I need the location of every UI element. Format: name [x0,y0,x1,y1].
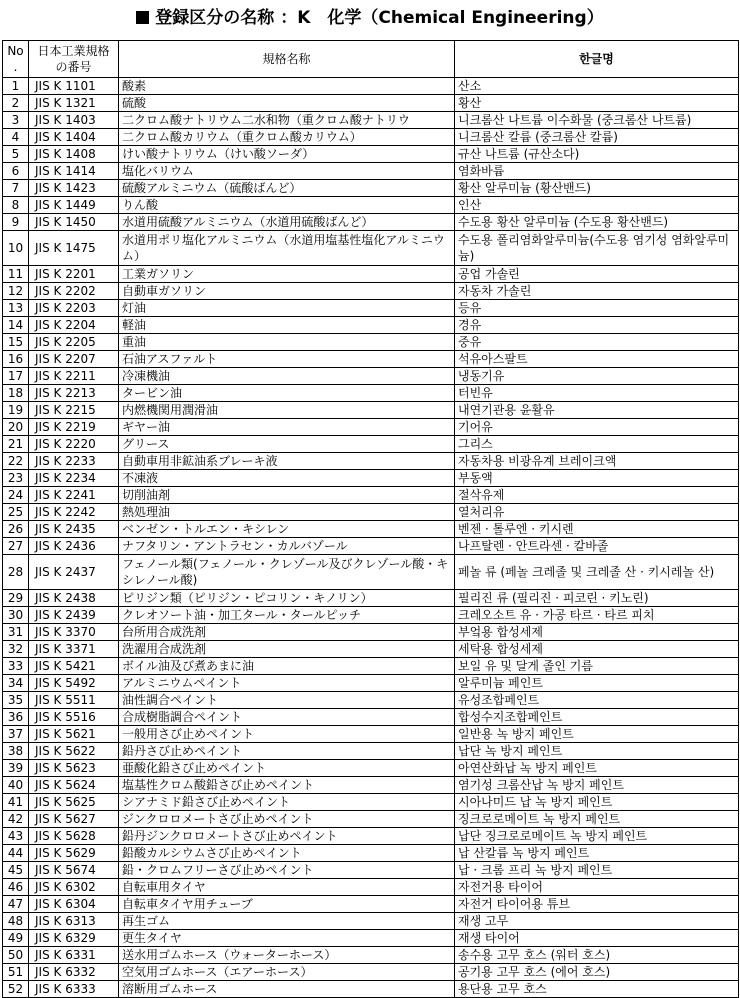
standards-table [2,40,739,998]
row-standard-name: 塩化バリウム [119,163,455,180]
row-korean-name: 일반용 녹 방지 페인트 [455,726,739,743]
row-standard-name: 再生ゴム [119,913,455,930]
row-korean-name: 황산 [455,95,739,112]
table-row [3,317,739,334]
table-row [3,112,739,129]
table-row [3,981,739,998]
table-row [3,436,739,453]
row-jis-number: JIS K 1414 [29,163,119,180]
table-row [3,675,739,692]
row-no: 40 [3,777,29,794]
row-korean-name: 염화바륨 [455,163,739,180]
table-row [3,129,739,146]
row-jis-number: JIS K 5622 [29,743,119,760]
row-korean-name: 수도용 황산 알루미늄 (수도용 황산밴드) [455,214,739,231]
row-jis-number: JIS K 5627 [29,811,119,828]
row-no: 50 [3,947,29,964]
row-standard-name: タービン油 [119,385,455,402]
row-jis-number: JIS K 2203 [29,300,119,317]
row-no: 39 [3,760,29,777]
table-row [3,504,739,521]
row-standard-name: 熱処理油 [119,504,455,521]
row-no: 52 [3,981,29,998]
table-row [3,214,739,231]
row-jis-number: JIS K 5421 [29,658,119,675]
row-korean-name: 니크롬산 칼륨 (중크롬산 칼륨) [455,129,739,146]
row-no: 8 [3,197,29,214]
row-korean-name: 석유아스팔트 [455,351,739,368]
row-standard-name: 溶断用ゴムホース [119,981,455,998]
row-jis-number: JIS K 1101 [29,78,119,95]
row-standard-name: 内燃機関用潤滑油 [119,402,455,419]
table-row [3,521,739,538]
row-korean-name: 규산 나트륨 (규산소다) [455,146,739,163]
row-korean-name: 아연산화납 녹 방지 페인트 [455,760,739,777]
table-row [3,828,739,845]
row-jis-number: JIS K 5623 [29,760,119,777]
row-no: 5 [3,146,29,163]
row-no: 29 [3,590,29,607]
row-no: 4 [3,129,29,146]
table-row [3,879,739,896]
table-row [3,692,739,709]
row-standard-name: 重油 [119,334,455,351]
row-jis-number: JIS K 6329 [29,930,119,947]
table-row [3,555,739,590]
table-row [3,95,739,112]
row-korean-name: 부엌용 합성세제 [455,624,739,641]
row-korean-name: 자동차용 비광유계 브레이크액 [455,453,739,470]
row-korean-name: 재생 고무 [455,913,739,930]
header-standard-name: 規格名称 [119,41,455,78]
row-korean-name: 크레오소트 유 · 가공 타르 · 타르 피치 [455,607,739,624]
row-standard-name: ジンクロロメートさび止めペイント [119,811,455,828]
row-jis-number: JIS K 2213 [29,385,119,402]
row-no: 24 [3,487,29,504]
table-row [3,794,739,811]
row-jis-number: JIS K 2207 [29,351,119,368]
row-korean-name: 공업 가솔린 [455,266,739,283]
row-no: 20 [3,419,29,436]
table-row [3,964,739,981]
row-korean-name: 등유 [455,300,739,317]
row-standard-name: 一般用さび止めペイント [119,726,455,743]
table-row [3,709,739,726]
row-korean-name: 기어유 [455,419,739,436]
row-jis-number: JIS K 3370 [29,624,119,641]
row-no: 18 [3,385,29,402]
table-row [3,896,739,913]
square-bullet-icon [136,11,149,24]
row-standard-name: 灯油 [119,300,455,317]
row-standard-name: 切削油剤 [119,487,455,504]
row-standard-name: 二クロム酸ナトリウム二水和物（重クロム酸ナトリウ [119,112,455,129]
row-no: 51 [3,964,29,981]
row-jis-number: JIS K 2241 [29,487,119,504]
row-standard-name: 不凍液 [119,470,455,487]
row-jis-number: JIS K 2439 [29,607,119,624]
row-standard-name: けい酸ナトリウム（けい酸ソーダ） [119,146,455,163]
row-standard-name: 送水用ゴムホース（ウォーターホース） [119,947,455,964]
row-korean-name: 부동액 [455,470,739,487]
row-jis-number: JIS K 6304 [29,896,119,913]
row-no: 12 [3,283,29,300]
table-row [3,351,739,368]
row-no: 23 [3,470,29,487]
row-korean-name: 열처리유 [455,504,739,521]
row-no: 26 [3,521,29,538]
row-jis-number: JIS K 1450 [29,214,119,231]
row-no: 1 [3,78,29,95]
row-jis-number: JIS K 5629 [29,845,119,862]
row-korean-name: 송수용 고무 호스 (워터 호스) [455,947,739,964]
row-korean-name: 징크로로메이트 녹 방지 페인트 [455,811,739,828]
table-row [3,334,739,351]
table-body [3,78,739,998]
row-jis-number: JIS K 2436 [29,538,119,555]
row-jis-number: JIS K 1449 [29,197,119,214]
row-standard-name: 軽油 [119,317,455,334]
row-no: 3 [3,112,29,129]
table-row [3,726,739,743]
row-no: 42 [3,811,29,828]
row-korean-name: 자전거용 타이어 [455,879,739,896]
row-jis-number: JIS K 2220 [29,436,119,453]
row-korean-name: 자전거 타이어용 튜브 [455,896,739,913]
row-no: 17 [3,368,29,385]
row-standard-name: 合成樹脂調合ペイント [119,709,455,726]
header-korean-name: 한글명 [455,41,739,78]
row-korean-name: 납단 녹 방지 페인트 [455,743,739,760]
table-row [3,197,739,214]
table-row [3,163,739,180]
row-standard-name: 空気用ゴムホース（エアーホース） [119,964,455,981]
row-no: 35 [3,692,29,709]
row-jis-number: JIS K 3371 [29,641,119,658]
row-no: 28 [3,555,29,590]
row-jis-number: JIS K 6302 [29,879,119,896]
table-row [3,146,739,163]
table-row [3,607,739,624]
row-jis-number: JIS K 6313 [29,913,119,930]
row-jis-number: JIS K 2437 [29,555,119,590]
table-row [3,180,739,197]
row-korean-name: 재생 타이어 [455,930,739,947]
page-title [0,0,740,36]
table-row [3,913,739,930]
row-no: 14 [3,317,29,334]
row-standard-name: アルミニウムペイント [119,675,455,692]
table-row [3,760,739,777]
row-no: 36 [3,709,29,726]
row-standard-name: 鉛・クロムフリーさび止めペイント [119,862,455,879]
table-row [3,402,739,419]
row-no: 31 [3,624,29,641]
row-korean-name: 보일 유 및 달게 졸인 기름 [455,658,739,675]
row-standard-name: 硫酸 [119,95,455,112]
row-jis-number: JIS K 5511 [29,692,119,709]
row-korean-name: 벤젠 · 톨루엔 · 키시렌 [455,521,739,538]
row-no: 9 [3,214,29,231]
row-no: 48 [3,913,29,930]
row-korean-name: 유성조합페인트 [455,692,739,709]
row-standard-name: 水道用ポリ塩化アルミニウム（水道用塩基性塩化アルミニウム） [119,231,455,266]
row-no: 15 [3,334,29,351]
row-korean-name: 합성수지조합페인트 [455,709,739,726]
row-standard-name: グリース [119,436,455,453]
row-standard-name: 鉛酸カルシウムさび止めペイント [119,845,455,862]
row-no: 32 [3,641,29,658]
row-korean-name: 용단용 고무 호스 [455,981,739,998]
row-standard-name: ベンゼン・トルエン・キシレン [119,521,455,538]
row-standard-name: 硫酸アルミニウム（硫酸ばんど） [119,180,455,197]
row-korean-name: 산소 [455,78,739,95]
row-no: 21 [3,436,29,453]
row-no: 33 [3,658,29,675]
row-korean-name: 납 산칼륨 녹 방지 페인트 [455,845,739,862]
row-jis-number: JIS K 5625 [29,794,119,811]
row-standard-name: ギヤー油 [119,419,455,436]
page-title-text: 登録区分の名称 ：K 化学（Chemical Engineering） [155,8,604,28]
row-korean-name: 중유 [455,334,739,351]
table-row [3,538,739,555]
table-row [3,300,739,317]
row-standard-name: 自動車ガソリン [119,283,455,300]
row-korean-name: 자동차 가솔린 [455,283,739,300]
row-jis-number: JIS K 5674 [29,862,119,879]
row-standard-name: 鉛丹さび止めペイント [119,743,455,760]
row-korean-name: 내연기관용 윤활유 [455,402,739,419]
row-korean-name: 필리진 류 (필리진 · 피코린 · 키노린) [455,590,739,607]
table-row [3,487,739,504]
header-no: No . [3,41,29,78]
row-no: 49 [3,930,29,947]
row-jis-number: JIS K 1321 [29,95,119,112]
row-no: 6 [3,163,29,180]
row-no: 34 [3,675,29,692]
table-row [3,743,739,760]
row-jis-number: JIS K 2215 [29,402,119,419]
table-row [3,453,739,470]
row-standard-name: りん酸 [119,197,455,214]
row-jis-number: JIS K 2242 [29,504,119,521]
row-jis-number: JIS K 5621 [29,726,119,743]
row-no: 7 [3,180,29,197]
row-no: 16 [3,351,29,368]
row-standard-name: 自転車用タイヤ [119,879,455,896]
row-korean-name: 냉동기유 [455,368,739,385]
row-no: 2 [3,95,29,112]
row-no: 46 [3,879,29,896]
row-korean-name: 니크롬산 나트륨 이수화물 (중크롬산 나트륨) [455,112,739,129]
row-standard-name: 酸素 [119,78,455,95]
row-korean-name: 세탁용 합성세제 [455,641,739,658]
row-jis-number: JIS K 2234 [29,470,119,487]
row-jis-number: JIS K 1475 [29,231,119,266]
row-korean-name: 절삭유제 [455,487,739,504]
row-korean-name: 페놀 류 (페놀 크레졸 및 크레졸 산 · 키시레놀 산) [455,555,739,590]
row-no: 13 [3,300,29,317]
row-korean-name: 시아나미드 납 녹 방지 페인트 [455,794,739,811]
row-korean-name: 그리스 [455,436,739,453]
row-standard-name: クレオソート油・加工タール・タールピッチ [119,607,455,624]
table-row [3,419,739,436]
row-no: 37 [3,726,29,743]
row-korean-name: 나프탈렌 · 안트라센 · 칼바졸 [455,538,739,555]
row-standard-name: 台所用合成洗剤 [119,624,455,641]
table-row [3,658,739,675]
table-row [3,624,739,641]
row-jis-number: JIS K 2438 [29,590,119,607]
row-jis-number: JIS K 1404 [29,129,119,146]
row-jis-number: JIS K 5492 [29,675,119,692]
row-standard-name: 更生タイヤ [119,930,455,947]
table-row [3,862,739,879]
row-no: 45 [3,862,29,879]
row-no: 30 [3,607,29,624]
row-no: 38 [3,743,29,760]
row-no: 11 [3,266,29,283]
row-korean-name: 납단 징크로로메이트 녹 방지 페인트 [455,828,739,845]
row-standard-name: ナフタリン・アントラセン・カルバゾール [119,538,455,555]
row-no: 25 [3,504,29,521]
row-no: 10 [3,231,29,266]
row-standard-name: 亜酸化鉛さび止めペイント [119,760,455,777]
row-jis-number: JIS K 2204 [29,317,119,334]
row-jis-number: JIS K 1423 [29,180,119,197]
table-row [3,368,739,385]
row-jis-number: JIS K 6333 [29,981,119,998]
row-korean-name: 납 · 크롬 프리 녹 방지 페인트 [455,862,739,879]
row-jis-number: JIS K 1403 [29,112,119,129]
table-row [3,283,739,300]
row-no: 43 [3,828,29,845]
row-korean-name: 염기성 크롬산납 녹 방지 페인트 [455,777,739,794]
table-row [3,845,739,862]
row-korean-name: 공기용 고무 호스 (에어 호스) [455,964,739,981]
row-no: 44 [3,845,29,862]
row-standard-name: ピリジン類（ピリジン・ピコリン・キノリン） [119,590,455,607]
row-korean-name: 수도용 폴리염화알루미늄(수도용 염기성 염화알루미늄) [455,231,739,266]
row-standard-name: 鉛丹ジンクロロメートさび止めペイント [119,828,455,845]
header-jis-number: 日本工業規格 の番号 [29,41,119,78]
row-no: 19 [3,402,29,419]
table-row [3,947,739,964]
row-jis-number: JIS K 5628 [29,828,119,845]
row-jis-number: JIS K 2202 [29,283,119,300]
row-jis-number: JIS K 2201 [29,266,119,283]
row-jis-number: JIS K 2435 [29,521,119,538]
row-no: 47 [3,896,29,913]
row-jis-number: JIS K 5624 [29,777,119,794]
row-no: 22 [3,453,29,470]
table-row [3,811,739,828]
row-standard-name: フェノール類(フェノール・クレゾール及びクレゾール酸・キシレノール酸) [119,555,455,590]
row-standard-name: ボイル油及び煮あまに油 [119,658,455,675]
row-korean-name: 인산 [455,197,739,214]
table-row [3,470,739,487]
row-jis-number: JIS K 5516 [29,709,119,726]
table-row [3,590,739,607]
row-standard-name: 自動車用非鉱油系ブレーキ液 [119,453,455,470]
row-korean-name: 경유 [455,317,739,334]
row-standard-name: 石油アスファルト [119,351,455,368]
table-row [3,641,739,658]
table-row [3,78,739,95]
table-header-row [3,41,739,78]
row-jis-number: JIS K 1408 [29,146,119,163]
table-row [3,231,739,266]
row-jis-number: JIS K 2219 [29,419,119,436]
table-row [3,930,739,947]
row-standard-name: 洗濯用合成洗剤 [119,641,455,658]
row-standard-name: 油性調合ペイント [119,692,455,709]
row-jis-number: JIS K 2233 [29,453,119,470]
row-jis-number: JIS K 6331 [29,947,119,964]
row-jis-number: JIS K 2205 [29,334,119,351]
row-standard-name: シアナミド鉛さび止めペイント [119,794,455,811]
row-jis-number: JIS K 6332 [29,964,119,981]
row-korean-name: 황산 알루미늄 (황산밴드) [455,180,739,197]
row-standard-name: 水道用硫酸アルミニウム（水道用硫酸ばんど） [119,214,455,231]
row-standard-name: 工業ガソリン [119,266,455,283]
row-standard-name: 冷凍機油 [119,368,455,385]
row-no: 41 [3,794,29,811]
row-standard-name: 自転車タイヤ用チューブ [119,896,455,913]
row-jis-number: JIS K 2211 [29,368,119,385]
row-korean-name: 알루미늄 페인트 [455,675,739,692]
table-row [3,385,739,402]
row-no: 27 [3,538,29,555]
table-row [3,777,739,794]
row-standard-name: 塩基性クロム酸鉛さび止めペイント [119,777,455,794]
table-row [3,266,739,283]
row-korean-name: 터빈유 [455,385,739,402]
row-standard-name: 二クロム酸カリウム（重クロム酸カリウム） [119,129,455,146]
